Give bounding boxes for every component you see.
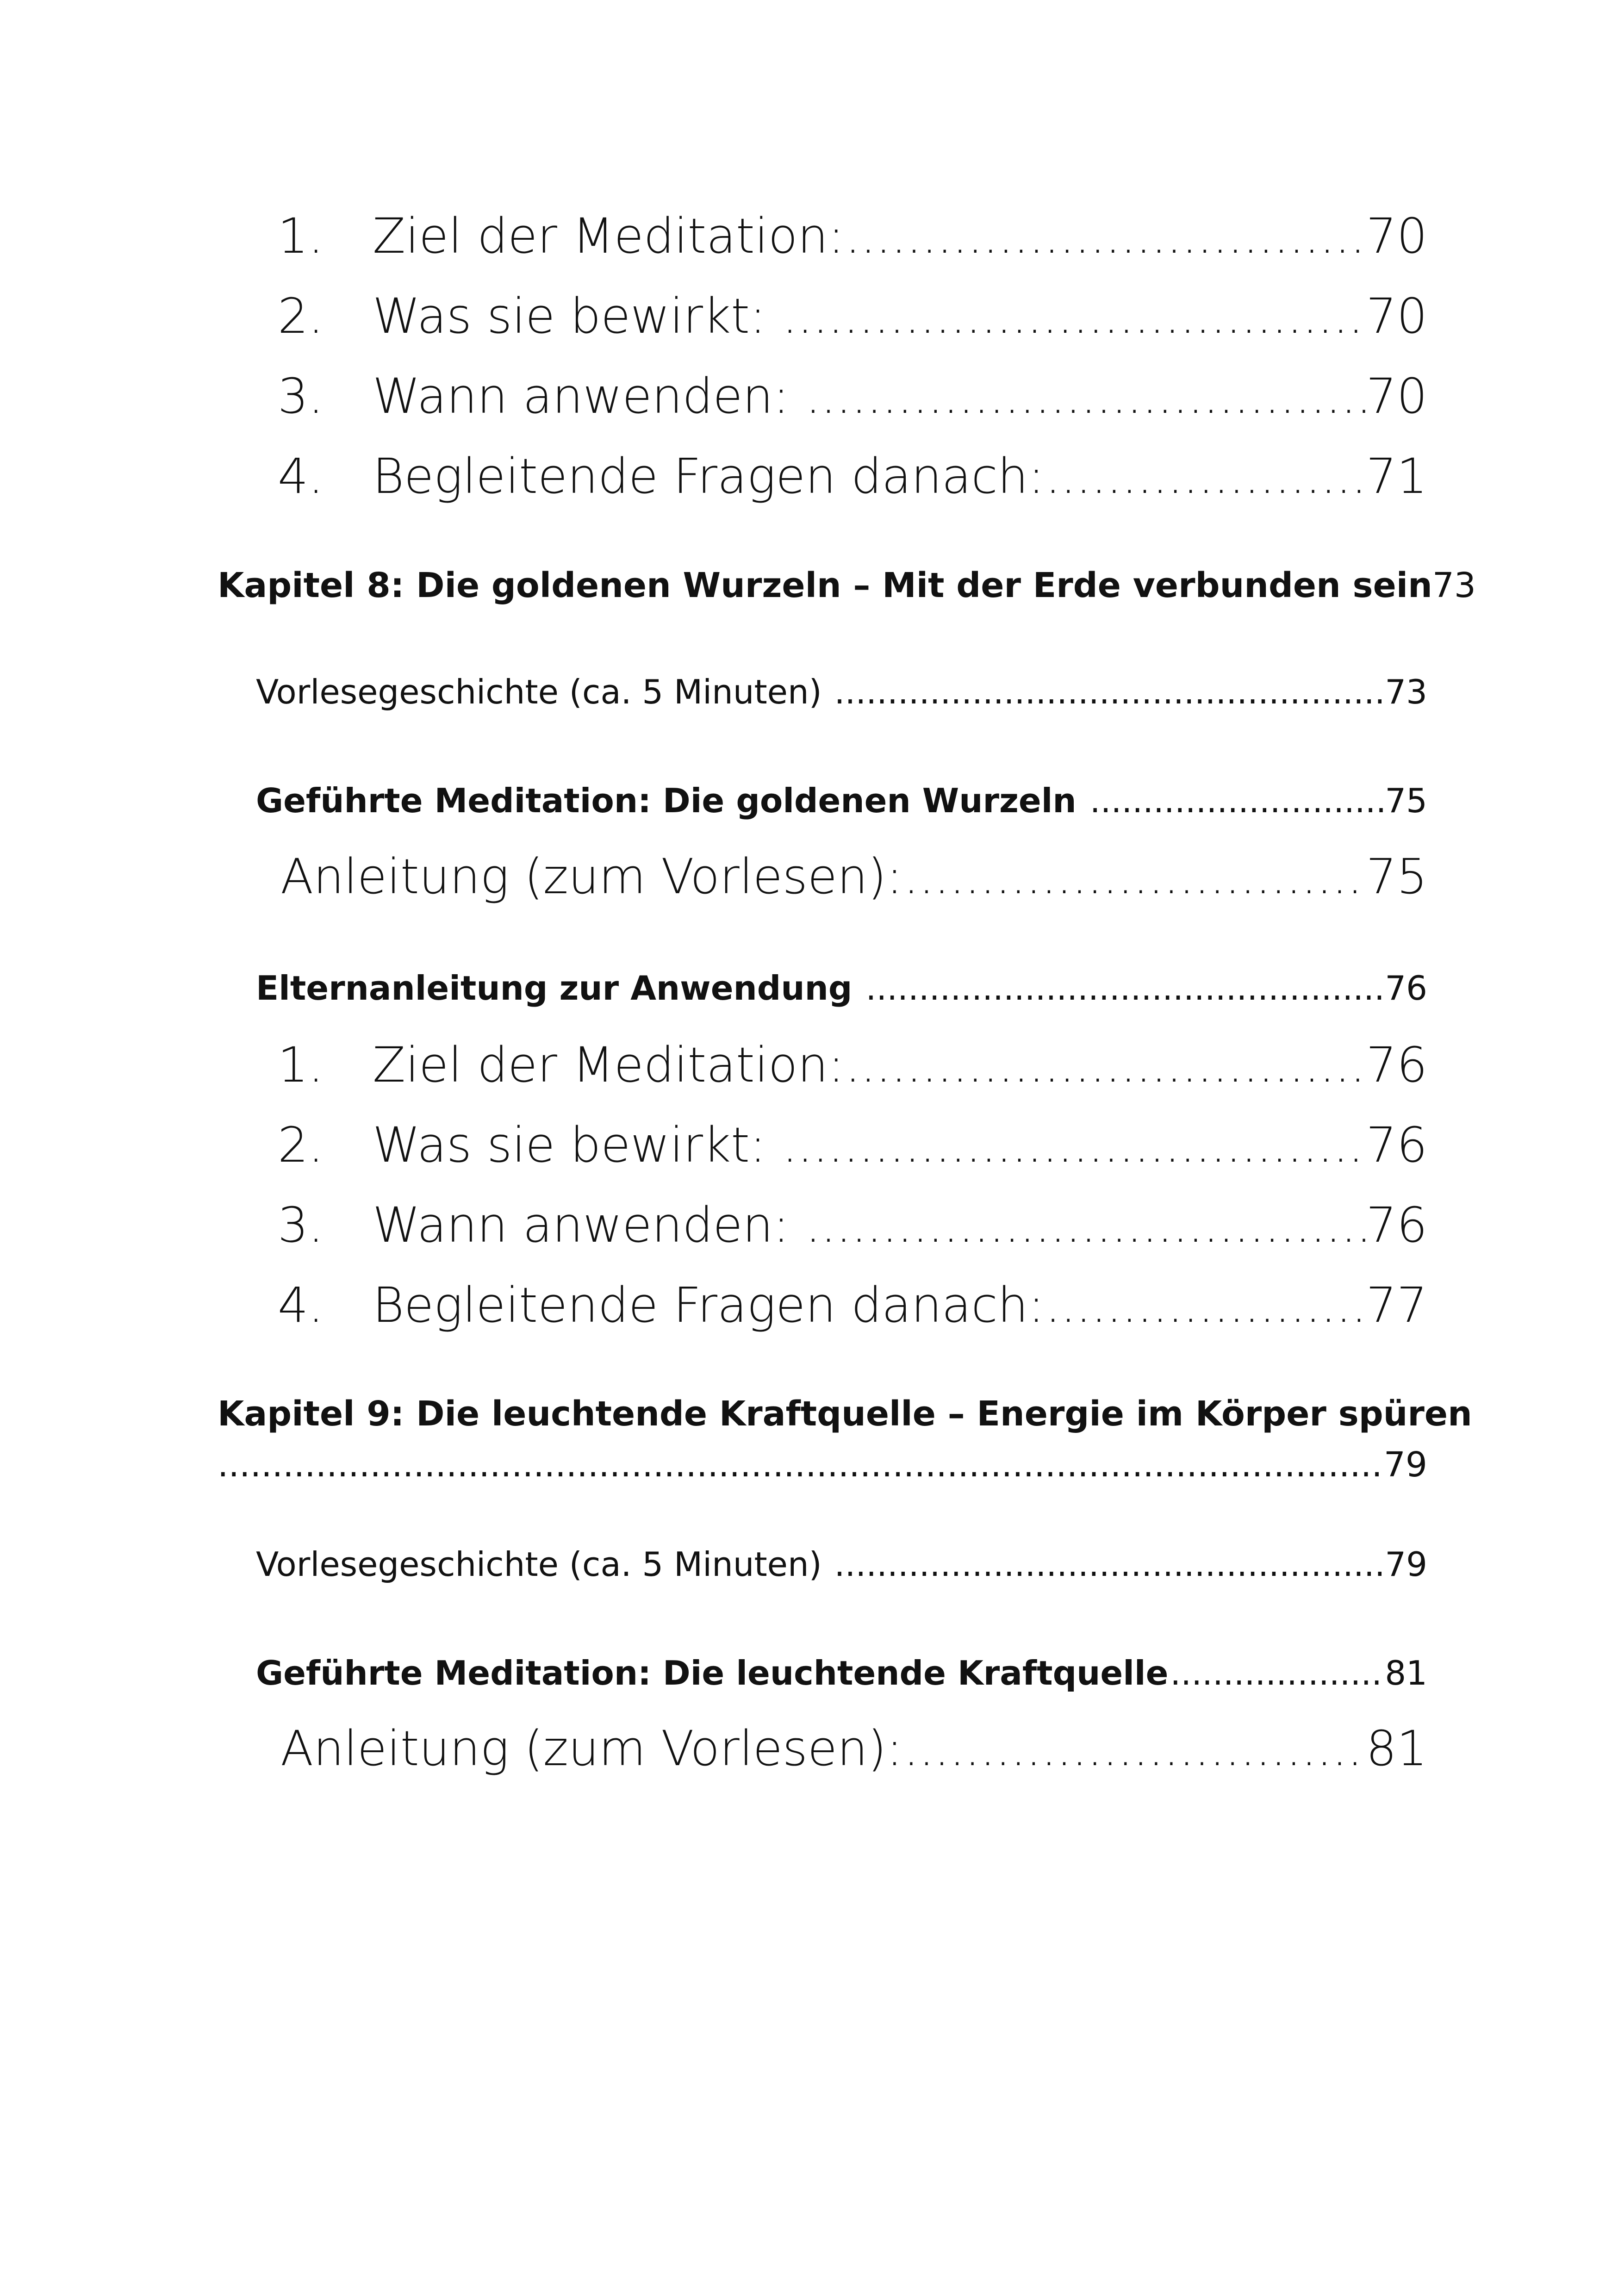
toc-entry[interactable] [278, 281, 1427, 351]
entry-label: Begleitende Fragen danach: [373, 1277, 1045, 1333]
chapter-leader-row [218, 1439, 1427, 1490]
section-heading[interactable] [256, 1650, 1427, 1696]
chapter-title: Kapitel 9: Die leuchtende Kraftquelle – Energie im Körper spüren [218, 1394, 1472, 1434]
entry-page-number: 79 [1383, 1445, 1427, 1485]
entry-number: 2. [278, 288, 324, 344]
entry-page-number: 70 [1366, 208, 1427, 264]
toc-entry[interactable] [278, 1110, 1427, 1180]
entry-label: Was sie bewirkt: [373, 288, 782, 344]
toc-entry[interactable] [278, 201, 1427, 271]
entry-label: Ziel der Meditation: [373, 1037, 845, 1093]
entry-page-number: 76 [1366, 1117, 1427, 1173]
dot-leader [782, 1110, 1365, 1180]
entry-label: Ziel der Meditation: [373, 208, 845, 264]
entry-page-number: 73 [1432, 566, 1476, 605]
entry-page-number: 77 [1366, 1277, 1427, 1333]
dot-leader [782, 281, 1365, 351]
dot-leader [903, 842, 1365, 911]
entry-label: Was sie bewirkt: [373, 1117, 782, 1173]
entry-page-number: 76 [1366, 1197, 1427, 1253]
entry-number: 1. [278, 208, 324, 264]
dot-leader [1045, 442, 1365, 511]
dot-leader [834, 1541, 1383, 1587]
entry-page-number: 70 [1366, 368, 1427, 424]
section-heading[interactable] [256, 965, 1427, 1011]
entry-page-number: 79 [1385, 1545, 1427, 1584]
entry-number: 1. [278, 1037, 324, 1093]
chapter-title: Kapitel 8: Die goldenen Wurzeln – Mit der Erde verbunden sein [218, 566, 1432, 605]
entry-page-number: 73 [1385, 672, 1427, 711]
toc-entry[interactable] [278, 1270, 1427, 1340]
entry-number: 4. [278, 448, 324, 504]
dot-leader [865, 965, 1383, 1011]
entry-page-number: 76 [1366, 1037, 1427, 1093]
entry-number: 3. [278, 368, 324, 424]
section-title: Elternanleitung zur Anwendung [256, 969, 864, 1008]
entry-page-number: 81 [1366, 1720, 1427, 1777]
entry-number: 4. [278, 1277, 324, 1333]
dot-leader [805, 1190, 1365, 1260]
dot-leader [218, 1439, 1384, 1490]
entry-label: Vorlesegeschichte (ca. 5 Minuten) [256, 672, 833, 711]
dot-leader [1170, 1650, 1383, 1696]
entry-label: Vorlesegeschichte (ca. 5 Minuten) [256, 1545, 833, 1584]
entry-page-number: 71 [1366, 448, 1427, 504]
chapter-heading[interactable] [218, 1388, 1472, 1490]
toc-entry[interactable] [256, 1541, 1427, 1587]
toc-entry[interactable] [278, 1190, 1427, 1260]
entry-label: Begleitende Fragen danach: [373, 448, 1045, 504]
dot-leader [805, 361, 1365, 431]
entry-label: Anleitung (zum Vorlesen): [280, 1720, 903, 1777]
dot-leader [845, 201, 1365, 271]
entry-label: Anleitung (zum Vorlesen): [280, 848, 903, 905]
dot-leader [1045, 1270, 1365, 1340]
section-title: Geführte Meditation: Die leuchtende Kraftquelle [256, 1654, 1169, 1692]
entry-label: Wann anwenden: [373, 1197, 805, 1253]
toc-entry[interactable] [278, 1030, 1427, 1100]
dot-leader [834, 669, 1383, 715]
toc-entry[interactable] [256, 669, 1427, 715]
entry-page-number: 81 [1385, 1654, 1427, 1692]
dot-leader [1090, 778, 1383, 824]
section-title: Geführte Meditation: Die goldenen Wurzeln [256, 781, 1088, 820]
entry-page-number: 75 [1385, 781, 1427, 820]
dot-leader [903, 1714, 1365, 1783]
toc-entry[interactable] [280, 1714, 1427, 1783]
chapter-heading[interactable] [218, 560, 1476, 611]
entry-page-number: 70 [1366, 288, 1427, 344]
toc-entry[interactable] [280, 842, 1427, 911]
entry-label: Wann anwenden: [373, 368, 805, 424]
toc-entry[interactable] [278, 442, 1427, 511]
entry-page-number: 76 [1385, 969, 1427, 1008]
toc-entry[interactable] [278, 361, 1427, 431]
entry-number: 3. [278, 1197, 324, 1253]
entry-number: 2. [278, 1117, 324, 1173]
entry-page-number: 75 [1366, 848, 1427, 905]
dot-leader [845, 1030, 1365, 1100]
section-heading[interactable] [256, 778, 1427, 824]
